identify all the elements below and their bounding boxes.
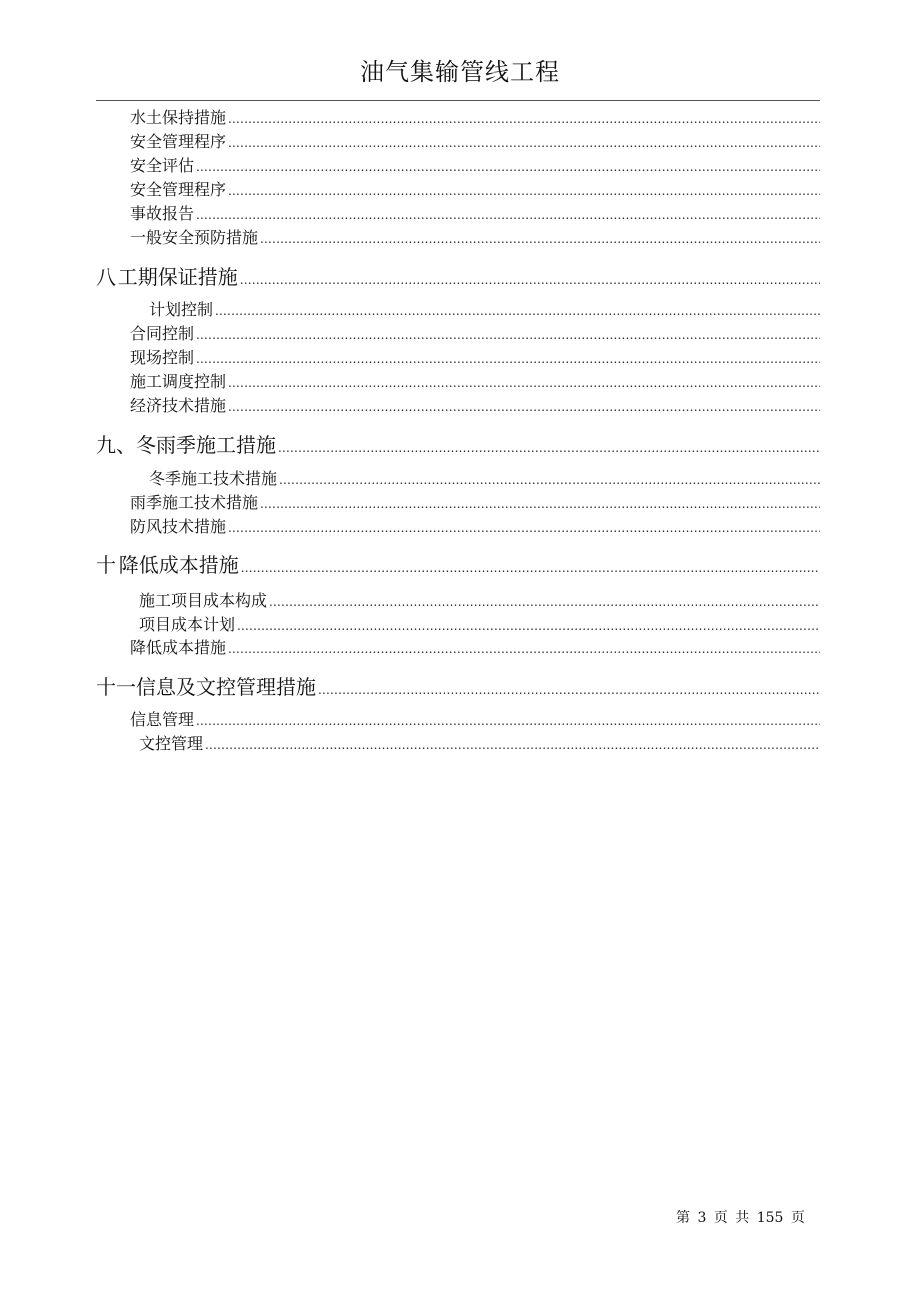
dot-leader bbox=[228, 517, 820, 539]
toc-entry-title: 水土保持措施 bbox=[130, 108, 227, 127]
toc-entry[interactable] bbox=[139, 590, 820, 612]
page-footer-number: 第 3 页 共 155 页 bbox=[676, 1210, 805, 1226]
toc-entry[interactable] bbox=[130, 323, 820, 345]
dot-leader bbox=[196, 156, 820, 178]
toc-entry-title: 合同控制 bbox=[130, 324, 195, 343]
toc-entry-title: 防风技术措施 bbox=[130, 517, 227, 536]
header-rule bbox=[96, 100, 820, 101]
toc-chapter-title: 冬雨季施工措施 bbox=[136, 433, 276, 457]
toc-entry[interactable] bbox=[130, 131, 820, 153]
toc-entry-title: 一般安全预防措施 bbox=[130, 228, 259, 247]
dot-leader bbox=[196, 204, 820, 226]
dot-leader bbox=[318, 676, 820, 704]
dot-leader bbox=[228, 372, 820, 394]
toc-entry[interactable] bbox=[130, 179, 820, 201]
toc-entry-title: 事故报告 bbox=[130, 204, 195, 223]
toc-entry[interactable] bbox=[130, 637, 820, 659]
dot-leader bbox=[205, 734, 820, 756]
toc-entry-title: 雨季施工技术措施 bbox=[130, 493, 259, 512]
toc-chapter-number: 十一 bbox=[96, 675, 136, 699]
toc-entry[interactable] bbox=[139, 614, 820, 636]
dot-leader bbox=[241, 554, 820, 582]
toc-entry-title: 安全管理程序 bbox=[130, 132, 227, 151]
toc-entry[interactable] bbox=[130, 155, 820, 177]
toc-entry-title: 降低成本措施 bbox=[130, 638, 227, 657]
toc-entry-title: 计划控制 bbox=[149, 300, 214, 319]
toc-chapter[interactable] bbox=[96, 263, 820, 291]
dot-leader bbox=[196, 710, 820, 732]
toc-entry-title: 施工调度控制 bbox=[130, 372, 227, 391]
dot-leader bbox=[196, 348, 820, 370]
dot-leader bbox=[279, 469, 820, 491]
dot-leader bbox=[237, 615, 820, 637]
toc-entry[interactable] bbox=[130, 516, 820, 538]
toc-entry[interactable] bbox=[149, 468, 820, 490]
toc-entry-title: 安全评估 bbox=[130, 156, 195, 175]
dot-leader bbox=[196, 324, 820, 346]
toc-chapter-number: 十 bbox=[96, 553, 116, 577]
toc-entry[interactable] bbox=[130, 395, 820, 417]
toc-chapter[interactable] bbox=[96, 431, 820, 459]
dot-leader bbox=[260, 493, 820, 515]
toc-entry[interactable] bbox=[130, 709, 820, 731]
toc-entry[interactable] bbox=[130, 203, 820, 225]
toc-entry-title: 文控管理 bbox=[139, 734, 204, 753]
toc-entry[interactable] bbox=[130, 227, 820, 249]
toc-chapter[interactable] bbox=[96, 551, 820, 579]
toc-chapter-number: 九、 bbox=[96, 433, 136, 457]
toc-entry[interactable] bbox=[130, 107, 820, 129]
toc-entry-title: 安全管理程序 bbox=[130, 180, 227, 199]
page-header-title: 油气集输管线工程 bbox=[360, 58, 560, 86]
dot-leader bbox=[269, 591, 820, 613]
toc-entry[interactable] bbox=[139, 733, 820, 755]
toc-entry[interactable] bbox=[149, 299, 820, 321]
dot-leader bbox=[278, 434, 820, 462]
dot-leader bbox=[240, 266, 820, 294]
dot-leader bbox=[228, 108, 820, 130]
toc-entry[interactable] bbox=[130, 371, 820, 393]
dot-leader bbox=[228, 132, 820, 154]
toc-entry-title: 经济技术措施 bbox=[130, 396, 227, 415]
toc-chapter-title: 降低成本措施 bbox=[118, 553, 239, 577]
toc-entry-title: 施工项目成本构成 bbox=[139, 591, 268, 610]
toc-entry-title: 冬季施工技术措施 bbox=[149, 469, 278, 488]
dot-leader bbox=[215, 300, 820, 322]
dot-leader bbox=[260, 228, 820, 250]
toc-chapter-title: 工期保证措施 bbox=[117, 265, 238, 289]
toc-chapter-number: 八 bbox=[96, 265, 116, 289]
toc-chapter-title: 信息及文控管理措施 bbox=[136, 675, 316, 699]
dot-leader bbox=[228, 396, 820, 418]
toc-entry-title: 信息管理 bbox=[130, 710, 195, 729]
toc-entry-title: 现场控制 bbox=[130, 348, 195, 367]
toc-chapter[interactable] bbox=[96, 673, 820, 701]
toc-entry[interactable] bbox=[130, 492, 820, 514]
dot-leader bbox=[228, 180, 820, 202]
toc-entry-title: 项目成本计划 bbox=[139, 615, 236, 634]
dot-leader bbox=[228, 638, 820, 660]
toc-entry[interactable] bbox=[130, 347, 820, 369]
